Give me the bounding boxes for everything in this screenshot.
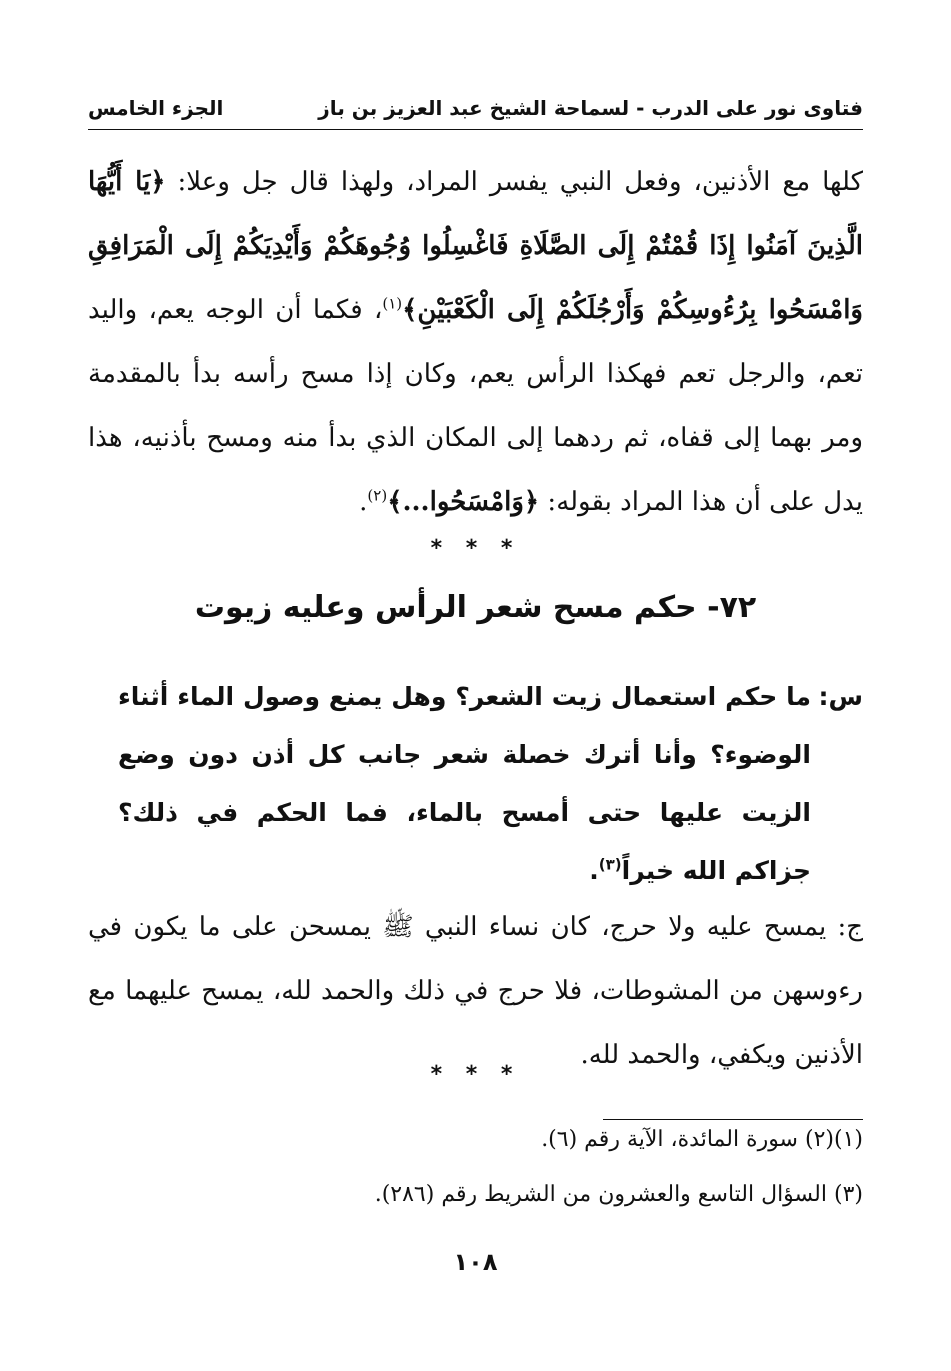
question-body: ما حكم استعمال زيت الشعر؟ وهل يمنع وصول الماء أثناء الوضوء؟ وأنا أترك خصلة شعر جانب كل أذن دون وضع الزيت عليها حتى أمسح بالماء، فما الحكم في ذلك؟ جزاكم الله خيراً [118,682,811,885]
running-header [88,90,863,130]
quran-quote-short: ﴿وَامْسَحُوا...﴾ [387,487,540,517]
paragraph-text: ، فكما أن الوجه يعم، واليد تعم، والرجل تعم فهكذا الرأس يعم، وكان إذا مسح رأسه بدأ بالمقدمة ومر بهما إلى قفاه، ثم ردهما إلى المكان الذي بدأ منه ومسح بأذنيه، هذا يدل على أن هذا المراد بقوله: [88,295,863,517]
answer-label: ج: [826,912,864,942]
question-label: س: [818,682,863,711]
footnote-ref[interactable]: (١) [382,294,403,313]
section-separator: * * * [430,1062,521,1087]
question-text [118,668,811,900]
footnote: (٣) السؤال التاسع والعشرون من الشريط رقم (٢٨٦). [374,1182,863,1207]
page-number: ١٠٨ [453,1248,498,1276]
quran-quote: ﴿يَا أَيُّهَا الَّذِينَ آمَنُوا إِذَا قُمْتُمْ إِلَى الصَّلَاةِ فَاغْسِلُوا وُجُوهَكُمْ وَأَيْدِيَكُمْ إِلَى الْمَرَافِقِ وَامْسَحُوا بِرُءُوسِكُمْ وَأَرْجُلَكُمْ إِلَى الْكَعْبَيْنِ﴾ [88,167,863,325]
footnote-rule [603,1119,863,1120]
answer-text: يمسح عليه ولا حرج، كان نساء النبي ﷺ يمسحن على ما يكون في رءوسهن من المشوطات، فلا حرج في ذلك والحمد لله، يمسح عليهما مع الأذنين ويكفي، والحمد لله. [88,912,863,1070]
sentence-end: . [359,487,368,517]
header-title: فتاوى نور على الدرب - لسماحة الشيخ عبد العزيز بن باز [318,96,863,120]
footnote-ref[interactable]: (٣) [598,855,622,874]
sentence-end: . [589,856,599,885]
answer-paragraph [88,895,863,1087]
footnote-ref[interactable]: (٢) [367,486,388,505]
section-title: ٧٢- حكم مسح شعر الرأس وعليه زيوت [194,590,757,625]
paragraph-continuation [88,150,863,534]
paragraph-text: كلها مع الأذنين، وفعل النبي يفسر المراد، ولهذا قال جل وعلا: [165,167,864,197]
footnote: (١)(٢) سورة المائدة، الآية رقم (٦). [541,1127,863,1152]
header-rule [88,129,863,130]
section-separator: * * * [430,536,521,561]
header-part: الجزء الخامس [88,96,224,120]
